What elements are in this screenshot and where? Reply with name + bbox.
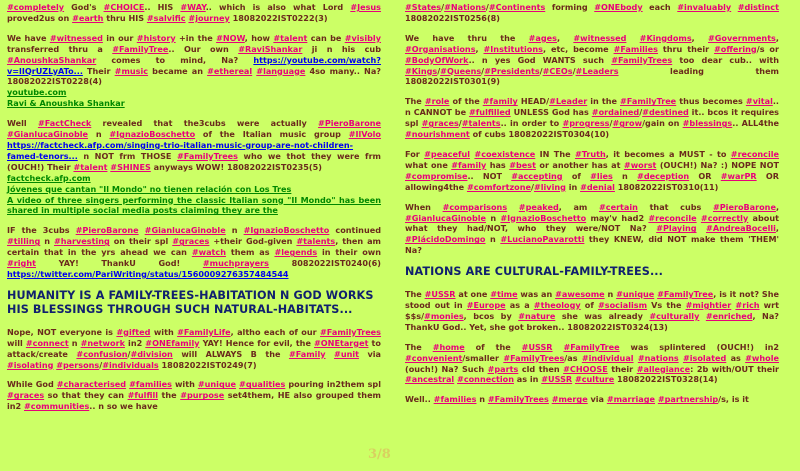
tweet-paragraph (405, 96, 779, 140)
tweet-text: n NOT frm THOSE #FamilyTrees who we thot they were frm (OUCH!) Their #talent #SHINES anyways WOW! 18082022IST0235(5) (7, 150, 381, 172)
hashtag-link[interactable]: #ONEfamily (145, 337, 200, 348)
hashtag-link[interactable]: #talent (273, 32, 308, 43)
hashtag-link[interactable]: #destined (642, 107, 689, 118)
tweet-text: #States/#Nations/#Continents forming #ONEbody each #invaluably #distinct 18082022IST0256(8) (405, 2, 779, 23)
hashtag-link[interactable]: #completely (7, 2, 65, 12)
hashtag-link[interactable]: #gifted (116, 326, 151, 337)
hashtag-link[interactable]: #role (424, 96, 450, 107)
hashtag-link[interactable]: #CHOOSE (563, 363, 608, 374)
hashtag-link[interactable]: #ancestral (405, 374, 455, 385)
hashtag-link[interactable]: #individual (581, 352, 634, 363)
tweet-text: #completely God's #CHOICE.. HIS #WAY.. which is also what Lord #Jesus proved2us on #earth thru HIS #salvific #journey 18082022IST0222(3) (7, 2, 381, 23)
hashtag-link[interactable]: #qualities (239, 379, 286, 390)
factcheck-link[interactable]: https://factcheck.afp.com/singing-trio-italian-music-group-are-not-children-famed-tenors... (7, 139, 354, 161)
hashtag-link[interactable]: #comfortzone (466, 181, 531, 192)
left-column (7, 2, 381, 421)
tweet-text: Well.. #families n #FamilyTrees #merge via #marriage #partnership/s, is it (405, 394, 749, 405)
hashtag-link[interactable]: #reconcile (648, 212, 697, 223)
hashtag-link[interactable]: #FactCheck (37, 118, 92, 129)
hashtag-link[interactable]: #FamilyLife (177, 326, 231, 337)
hashtag-link[interactable]: #blessings (682, 118, 733, 129)
hashtag-link[interactable]: #talents (461, 118, 501, 129)
hashtag-link[interactable]: #Institutions (483, 43, 543, 54)
hashtag-link[interactable]: #connect (25, 337, 69, 348)
tweet-text: Their #music became an #ethereal #language 4so many.. Na? 18082022IST0228(4) (7, 65, 381, 87)
hashtag-link[interactable]: #unit (334, 348, 359, 359)
hashtag-link[interactable]: #FamilyTree (657, 289, 714, 300)
hashtag-link[interactable]: #deception (637, 170, 690, 181)
right-column (405, 2, 779, 414)
hashtag-link[interactable]: #partnership (657, 394, 719, 405)
hashtag-link[interactable]: #tilling (7, 236, 41, 247)
hashtag-link[interactable]: #GianlucaGinoble (7, 129, 89, 140)
hashtag-link[interactable]: #unique (197, 379, 236, 390)
hashtag-link[interactable]: #SHINES (110, 161, 151, 172)
hashtag-link[interactable]: #nations (637, 352, 679, 363)
hashtag-link[interactable]: #isolated (682, 352, 727, 363)
tweet-paragraph (405, 202, 779, 257)
hashtag-link[interactable]: #Kings (405, 65, 438, 76)
tweet-text: IF the 3cubs #PieroBarone #GianlucaGinoble n #IgnazioBoschetto continued #tilling n #harvesting on their spl #graces +their God-given #talents, then am certain that in the yrs ahead we can #watch them as #legends in their own #right YAY! ThankU God! #muchprayers 8082022IST0240(6) (7, 225, 381, 269)
hashtag-link[interactable]: #NOW (216, 32, 245, 43)
hashtag-link[interactable]: #AndreaBocelli (706, 223, 776, 234)
hashtag-link[interactable]: #FamilyTrees (487, 394, 549, 405)
hashtag-link[interactable]: #talent (73, 161, 108, 172)
hashtag-link[interactable]: #fulfill (127, 390, 158, 401)
hashtag-link[interactable]: #FamilyTree (563, 341, 620, 352)
hashtag-link[interactable]: #AnoushkaShankar (7, 54, 97, 65)
hashtag-link[interactable]: #time (490, 289, 518, 300)
hashtag-link[interactable]: #harvesting (54, 236, 110, 247)
hashtag-link[interactable]: #Kingdoms (639, 32, 692, 43)
hashtag-link[interactable]: #ordained (591, 107, 640, 118)
hashtag-link[interactable]: #connection (457, 374, 514, 385)
hashtag-link[interactable]: #family (482, 96, 518, 107)
hashtag-link[interactable]: #history (136, 32, 176, 43)
hashtag-link[interactable]: #FamilyTree (112, 43, 169, 54)
hashtag-link[interactable]: #FamilyTrees (503, 352, 565, 363)
hashtag-link[interactable]: #witnessed (49, 32, 103, 43)
hashtag-link[interactable]: #ONEtarget (314, 337, 369, 348)
hashtag-link[interactable]: #comparisons (442, 201, 508, 212)
hashtag-link[interactable]: #mightier (685, 300, 732, 311)
hashtag-link[interactable]: #earth (72, 12, 104, 23)
hashtag-link[interactable]: #Playing (656, 223, 697, 234)
hashtag-link[interactable]: #nature (518, 310, 556, 321)
hashtag-link[interactable]: #LucianoPavarotti (500, 234, 585, 245)
hashtag-link[interactable]: #monies (424, 310, 464, 321)
hashtag-link[interactable]: #offering (714, 43, 757, 54)
tweet-text: Well #FactCheck revealed that the3cubs were actually #PieroBarone #GianlucaGinoble n #IgnazioBoschetto of the Italian music group #IlVolo (7, 118, 382, 140)
hashtag-link[interactable]: #Governments (708, 32, 776, 43)
tweet-paragraph (405, 342, 779, 386)
hashtag-link[interactable]: #isolating (7, 359, 54, 370)
hashtag-link[interactable]: #nourishment (405, 129, 470, 140)
hashtag-link[interactable]: #best (509, 159, 536, 170)
hashtag-link[interactable]: #warPR (720, 170, 757, 181)
tweet-paragraph (405, 2, 779, 24)
tweet-paragraph (7, 2, 381, 24)
hashtag-link[interactable]: #allegiance (636, 363, 691, 374)
hashtag-link[interactable]: #grow (612, 118, 643, 129)
hashtag-link[interactable]: #denial (580, 181, 615, 192)
hashtag-link[interactable]: #individuals (102, 359, 159, 370)
hashtag-link[interactable]: #coexistence (474, 148, 536, 159)
hashtag-link[interactable]: #Families (613, 43, 658, 54)
hashtag-link[interactable]: #FamilyTrees (320, 326, 381, 337)
hashtag-link[interactable]: #CEOs (542, 65, 573, 76)
hashtag-link[interactable]: #USSR (541, 374, 573, 385)
hashtag-link[interactable]: #watch (191, 247, 226, 258)
hashtag-link[interactable]: #Truth (574, 148, 606, 159)
link-source[interactable]: youtube.com (7, 87, 67, 98)
hashtag-link[interactable]: #theology (533, 300, 581, 311)
hashtag-link[interactable]: #peaceful (424, 148, 471, 159)
hashtag-link[interactable]: #reconcile (730, 148, 779, 159)
tweet-paragraph (7, 379, 381, 412)
tweet-paragraph (7, 33, 381, 109)
hashtag-link[interactable]: #ethereal (207, 65, 253, 76)
hashtag-link[interactable]: #IgnazioBoschetto (243, 225, 330, 236)
hashtag-link[interactable]: #accepting (511, 170, 563, 181)
tweet-text: The #USSR at one #time was an #awesome n #unique #FamilyTree, is it not? She stood out in #Europe as a #theology of #socialism Vs the #mightier #rich wrt $$s/#monies, bcos by #nature she was already #culturally #enriched, Na? ThankU God.. Yet, she got broken.. 18082022IST0324(13) (405, 289, 779, 332)
hashtag-link[interactable]: #persons (56, 359, 100, 370)
hashtag-link[interactable]: #culturally (649, 310, 700, 321)
hashtag-link[interactable]: #convenient (405, 352, 463, 363)
hashtag-link[interactable]: #family (451, 159, 487, 170)
hashtag-link[interactable]: #whole (745, 352, 779, 363)
hashtag-link[interactable]: #correctly (700, 212, 749, 223)
hashtag-link[interactable]: #journey (188, 12, 230, 23)
hashtag-link[interactable]: #awesome (555, 289, 605, 300)
hashtag-link[interactable]: #communities (24, 401, 90, 412)
hashtag-link[interactable]: #muchprayers (202, 258, 269, 269)
tweet-paragraph (405, 149, 779, 193)
hashtag-link[interactable]: #Nations (444, 2, 486, 12)
hashtag-link[interactable]: #graces (172, 236, 210, 247)
hashtag-link[interactable]: #invaluably (677, 2, 732, 12)
tweet-text: We have #witnessed in our #history +in the #NOW, how #talent can be #visibly transferred thru a #FamilyTree.. Our own #RaviShankar ji n his cub #AnoushkaShankar comes to mind, Na? (7, 32, 381, 65)
hashtag-link[interactable]: #visibly (344, 32, 381, 43)
hashtag-link[interactable]: #PlácidoDomingo (405, 234, 486, 245)
hashtag-link[interactable]: #PieroBarone (318, 118, 382, 129)
hashtag-link[interactable]: #CHOICE (103, 2, 145, 12)
hashtag-link[interactable]: #ages (528, 32, 557, 43)
page-number: 3/8 (368, 447, 391, 462)
hashtag-link[interactable]: #graces (421, 118, 459, 129)
twitter-link[interactable]: https://twitter.com/PariWriting/status/1560009276357484544 (7, 268, 289, 279)
tweet-text: The #home of the #USSR #FamilyTree was splintered (OUCH!) in2 #convenient/smaller #FamilyTrees/as #individual #nations #isolated as #whole (ouch!) Na? Such #parts cld then #CHOOSE their #allegiance: 2b with/OUT their #ancestral #connection as in #USSR #culture 18082022IST0328(14) (405, 341, 780, 385)
hashtag-link[interactable]: #Organisations (405, 43, 476, 54)
hashtag-link[interactable]: #Continents (488, 2, 546, 12)
hashtag-link[interactable]: #Family (288, 348, 326, 359)
hashtag-link[interactable]: #purpose (180, 390, 225, 401)
hashtag-link[interactable]: #network (80, 337, 125, 348)
tweet-text: The #role of the #family HEAD/#Leader in the #FamilyTree thus becomes #vital.. n CANNOT be #fulfilled UNLESS God has #ordained/#destined it.. bcos it requires spl #graces/#talents.. in order to #progress/#grow/gain on #blessings.. ALL4the #nourishment of cubs 18082022IST0304(10) (405, 96, 779, 140)
hashtag-link[interactable]: #division (130, 348, 173, 359)
hashtag-link[interactable]: #fulfilled (469, 107, 511, 118)
hashtag-link[interactable]: #USSR (521, 341, 553, 352)
hashtag-link[interactable]: #worst (623, 159, 657, 170)
hashtag-link[interactable]: #GianlucaGinoble (405, 212, 487, 223)
hashtag-link[interactable]: #States (405, 2, 442, 12)
hashtag-link[interactable]: #IgnazioBoschetto (500, 212, 587, 223)
tweet-text: For #peaceful #coexistence IN The #Truth, it becomes a MUST - to #reconcile what one #family has #best or another has at #worst (OUCH!) Na? :) NOPE NOT #compromise.. NOT #accepting of #lies n #deception OR #warPR OR allowing4the #comfortzone/#living in #denial 18082022IST0310(11) (405, 148, 779, 192)
hashtag-link[interactable]: #witnessed (573, 32, 627, 43)
section-heading: NATIONS ARE CULTURAL-FAMILY-TREES... (405, 265, 663, 279)
hashtag-link[interactable]: #Leader (549, 96, 588, 107)
link-title[interactable]: Ravi & Anoushka Shankar (7, 98, 125, 109)
hashtag-link[interactable]: #FamilyTrees (177, 150, 238, 161)
hashtag-link[interactable]: #right (7, 258, 36, 269)
hashtag-link[interactable]: #characterised (56, 379, 127, 390)
youtube-link[interactable]: https://youtube.com/watch?v=lIQrUZLyATo... (7, 54, 381, 76)
tweet-paragraph (7, 225, 381, 280)
hashtag-link[interactable]: #USSR (424, 289, 456, 300)
hashtag-link[interactable]: #parts (487, 363, 519, 374)
hashtag-link[interactable]: #home (432, 341, 465, 352)
hashtag-link[interactable]: #culture (574, 374, 615, 385)
hashtag-link[interactable]: #Presidents (484, 65, 540, 76)
hashtag-link[interactable]: #WAY (180, 2, 206, 12)
link-source[interactable]: factcheck.afp.com (7, 172, 91, 183)
hashtag-link[interactable]: #ONEbody (594, 2, 643, 12)
hashtag-link[interactable]: #RaviShankar (238, 43, 303, 54)
hashtag-link[interactable]: #merge (551, 394, 588, 405)
link-description[interactable]: A video of three singers performing the classic Italian song "Il Mondo" has been shared in multiple social media posts claiming they are the (7, 194, 381, 216)
hashtag-link[interactable]: #PieroBarone (712, 201, 776, 212)
hashtag-link[interactable]: #compromise (405, 170, 468, 181)
hashtag-link[interactable]: #distinct (737, 2, 779, 12)
hashtag-link[interactable]: #salvific (146, 12, 186, 23)
hashtag-link[interactable]: #Queens (440, 65, 482, 76)
tweet-text: We have thru the #ages, #witnessed #Kingdoms, #Governments, #Organisations, #Institutions, etc, become #Families thru their #offering/s or #BodyOfWork.. n yes God WANTS such #FamilyTrees too dear cub.. with #Kings/#Queens/#Presidents/#CEOs/#Leaders leading them 18082022IST0301(9) (405, 32, 779, 87)
tweet-text: Nope, NOT everyone is #gifted with #FamilyLife, altho each of our #FamilyTrees will #connect n #network in2 #ONEfamily YAY! Hence for evil, the #ONEtarget to attack/create #confusion/#division will ALWAYS B the #Family #unit via #isolating #persons/#individuals 18082022IST0249(7) (7, 326, 381, 370)
hashtag-link[interactable]: #progress (562, 118, 610, 129)
hashtag-link[interactable]: #Jesus (350, 2, 381, 12)
hashtag-link[interactable]: #unique (616, 289, 655, 300)
hashtag-link[interactable]: #socialism (598, 300, 648, 311)
tweet-paragraph (7, 118, 381, 216)
hashtag-link[interactable]: #graces (7, 390, 45, 401)
tweet-text: When #comparisons #peaked, am #certain that cubs #PieroBarone, #GianlucaGinoble n #IgnazioBoschetto may'v had2 #reconcile #correctly about what they had/NOT, who they were/NOT Na? #Playing #AndreaBocelli, #PlácidoDomingo n #LucianoPavarotti they KNEW, did NOT make them 'THEM' Na? (405, 201, 780, 256)
hashtag-link[interactable]: #GianlucaGinoble (144, 225, 226, 236)
hashtag-link[interactable]: #vital (745, 96, 773, 107)
hashtag-link[interactable]: #BodyOfWork (405, 54, 469, 65)
hashtag-link[interactable]: #Leaders (575, 65, 619, 76)
tweet-paragraph (7, 327, 381, 371)
hashtag-link[interactable]: #Europe (466, 300, 506, 311)
hashtag-link[interactable]: #talents (296, 236, 336, 247)
tweet-paragraph (405, 33, 779, 88)
hashtag-link[interactable]: #legends (274, 247, 318, 258)
hashtag-link[interactable]: #peaked (518, 201, 559, 212)
hashtag-link[interactable]: #music (114, 65, 149, 76)
hashtag-link[interactable]: #enriched (705, 310, 753, 321)
link-title[interactable]: Jóvenes que cantan "Il Mondo" no tienen relación con Los Tres (7, 183, 292, 194)
hashtag-link[interactable]: #IgnazioBoschetto (109, 129, 196, 140)
hashtag-link[interactable]: #confusion (76, 348, 128, 359)
hashtag-link[interactable]: #families (433, 394, 477, 405)
hashtag-link[interactable]: #families (129, 379, 172, 390)
hashtag-link[interactable]: #lies (590, 170, 613, 181)
hashtag-link[interactable]: #living (533, 181, 566, 192)
hashtag-link[interactable]: #certain (599, 201, 638, 212)
hashtag-link[interactable]: #FamilyTrees (611, 54, 673, 65)
hashtag-link[interactable]: #rich (735, 300, 760, 311)
hashtag-link[interactable]: #marriage (606, 394, 656, 405)
hashtag-link[interactable]: #language (256, 65, 306, 76)
hashtag-link[interactable]: #PieroBarone (75, 225, 139, 236)
tweet-paragraph (405, 394, 779, 405)
hashtag-link[interactable]: #FamilyTree (620, 96, 677, 107)
tweet-paragraph (405, 289, 779, 333)
section-heading: HUMANITY IS A FAMILY-TREES-HABITATION N GOD WORKS HIS BLESSINGS THROUGH SUCH NATURAL-HABITATS... (7, 288, 374, 316)
hashtag-link[interactable]: #IlVolo (348, 129, 381, 140)
tweet-text: While God #characterised #families with #unique #qualities pouring in2them spl #graces so that they can #fulfill the #purpose set4them, HE also grouped them in2 #communities.. n so we have (7, 379, 381, 412)
